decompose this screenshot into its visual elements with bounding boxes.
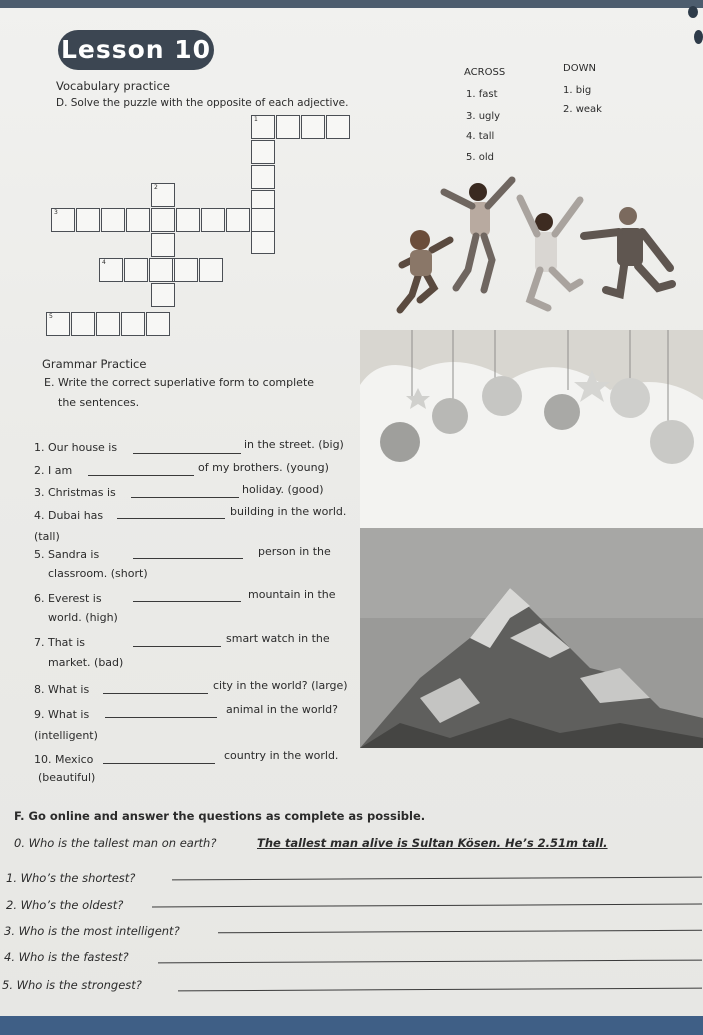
person-right-body <box>535 232 557 272</box>
crossword-cell[interactable] <box>251 230 275 254</box>
online-question: 3. Who is the most intelligent? <box>4 924 180 938</box>
vocab-heading: Vocabulary practice <box>56 79 170 93</box>
answer-blank[interactable] <box>88 475 194 476</box>
answer-blank[interactable] <box>133 558 243 559</box>
grammar-item-pre: 10. Mexico <box>34 753 94 766</box>
down-heading: DOWN <box>563 63 596 74</box>
binder-hole <box>688 6 698 18</box>
across-clue: 5. old <box>466 152 494 163</box>
online-question: 1. Who’s the shortest? <box>6 871 136 885</box>
grammar-item-hint: (beautiful) <box>38 771 96 784</box>
crossword-cell[interactable] <box>101 208 125 232</box>
grammar-item-post: smart watch in the <box>226 632 330 645</box>
crossword-clue-number: 5 <box>49 313 53 320</box>
answer-blank[interactable] <box>105 717 217 718</box>
across-clue: 4. tall <box>466 131 495 142</box>
crossword-cell[interactable] <box>201 208 225 232</box>
person-left-body <box>410 250 432 276</box>
online-question: 2. Who’s the oldest? <box>6 898 124 912</box>
grammar-item-post: animal in the world? <box>226 703 338 716</box>
grammar-item-pre: 3. Christmas is <box>34 486 116 499</box>
across-clue: 3. ugly <box>466 111 501 122</box>
answer-blank[interactable] <box>133 646 221 647</box>
grammar-item-pre: 4. Dubai has <box>34 509 104 522</box>
answer-blank[interactable] <box>133 453 241 454</box>
grammar-item-hint: (intelligent) <box>34 729 98 742</box>
grammar-item-post: building in the world. <box>230 505 347 518</box>
crossword-clue-number: 4 <box>102 259 106 266</box>
everest-mountain-photo <box>360 528 703 748</box>
across-clue: 1. fast <box>466 89 498 100</box>
online-example-answer: The tallest man alive is Sultan Kösen. He’s 2.51m tall. <box>257 836 608 850</box>
person-far-right-head <box>619 207 637 225</box>
binder-hole <box>694 30 703 44</box>
online-question: 5. Who is the strongest? <box>2 978 142 992</box>
crossword-cell[interactable] <box>146 312 170 336</box>
grammar-item-hint: (tall) <box>34 530 60 543</box>
grammar-item-pre: 7. That is <box>34 636 86 649</box>
crossword-cell[interactable] <box>251 165 275 189</box>
crossword-cell[interactable] <box>226 208 250 232</box>
bottom-edge <box>0 1016 703 1035</box>
grammar-item-pre: 6. Everest is <box>34 592 102 605</box>
top-edge <box>0 0 703 8</box>
crossword-cell[interactable] <box>151 208 175 232</box>
crossword-clue-number: 1 <box>254 116 258 123</box>
crossword-cell[interactable] <box>199 258 223 282</box>
lesson-title-badge: Lesson 10 <box>58 30 214 70</box>
crossword-cell[interactable] <box>71 312 95 336</box>
vocab-instruction: D. Solve the puzzle with the opposite of each adjective. <box>56 97 349 109</box>
crossword-cell[interactable] <box>251 208 275 232</box>
grammar-item-post: of my brothers. (young) <box>198 461 329 474</box>
grammar-item-post: in the street. (big) <box>244 438 344 451</box>
crossword-clue-number: 2 <box>154 184 158 191</box>
grammar-item-post: city in the world? (large) <box>213 679 348 692</box>
down-clue: 1. big <box>563 85 592 96</box>
grammar-item-pre: 2. I am <box>34 464 73 477</box>
crossword-cell[interactable] <box>174 258 198 282</box>
crossword-cell[interactable] <box>76 208 100 232</box>
grammar-item-post: holiday. (good) <box>242 483 324 496</box>
crossword-cell[interactable] <box>326 115 350 139</box>
jumping-friends-illustration <box>372 170 703 335</box>
answer-blank[interactable] <box>103 693 208 694</box>
grammar-item-post: mountain in the <box>248 588 336 601</box>
crossword-cell[interactable] <box>121 312 145 336</box>
crossword-cell[interactable] <box>126 208 150 232</box>
grammar-item-pre: 5. Sandra is <box>34 548 100 561</box>
grammar-item-pre: 1. Our house is <box>34 441 118 454</box>
grammar-instruction-cont: the sentences. <box>58 396 140 409</box>
grammar-instruction: E. Write the correct superlative form to complete <box>44 376 315 389</box>
grammar-item-post: person in the <box>258 545 331 558</box>
grammar-heading: Grammar Practice <box>42 357 147 371</box>
crossword-cell[interactable] <box>96 312 120 336</box>
crossword-cell[interactable] <box>151 283 175 307</box>
crossword-cell[interactable] <box>276 115 300 139</box>
answer-blank[interactable] <box>133 601 241 602</box>
grammar-item-pre: 9. What is <box>34 708 90 721</box>
crossword-cell[interactable] <box>176 208 200 232</box>
grammar-item-hint: market. (bad) <box>48 656 124 669</box>
answer-blank[interactable] <box>131 497 239 498</box>
grammar-item-hint: world. (high) <box>48 611 118 624</box>
online-example-question: 0. Who is the tallest man on earth? <box>14 836 217 850</box>
crossword-cell[interactable] <box>151 233 175 257</box>
crossword-cell[interactable] <box>149 258 173 282</box>
across-heading: ACROSS <box>464 67 506 78</box>
christmas-ornaments-photo <box>360 330 703 530</box>
grammar-item-post: country in the world. <box>224 749 339 762</box>
answer-blank[interactable] <box>103 763 215 764</box>
person-middle-head <box>469 183 487 201</box>
down-clue: 2. weak <box>563 104 602 115</box>
crossword-clue-number: 3 <box>54 209 58 216</box>
grammar-item-hint: classroom. (short) <box>48 567 148 580</box>
crossword-cell[interactable] <box>301 115 325 139</box>
person-left-head <box>410 230 430 250</box>
grammar-item-pre: 8. What is <box>34 683 90 696</box>
online-heading: F. Go online and answer the questions as complete as possible. <box>14 809 426 823</box>
crossword-cell[interactable] <box>124 258 148 282</box>
crossword-cell[interactable] <box>251 140 275 164</box>
answer-blank[interactable] <box>117 518 225 519</box>
online-question: 4. Who is the fastest? <box>4 950 129 964</box>
